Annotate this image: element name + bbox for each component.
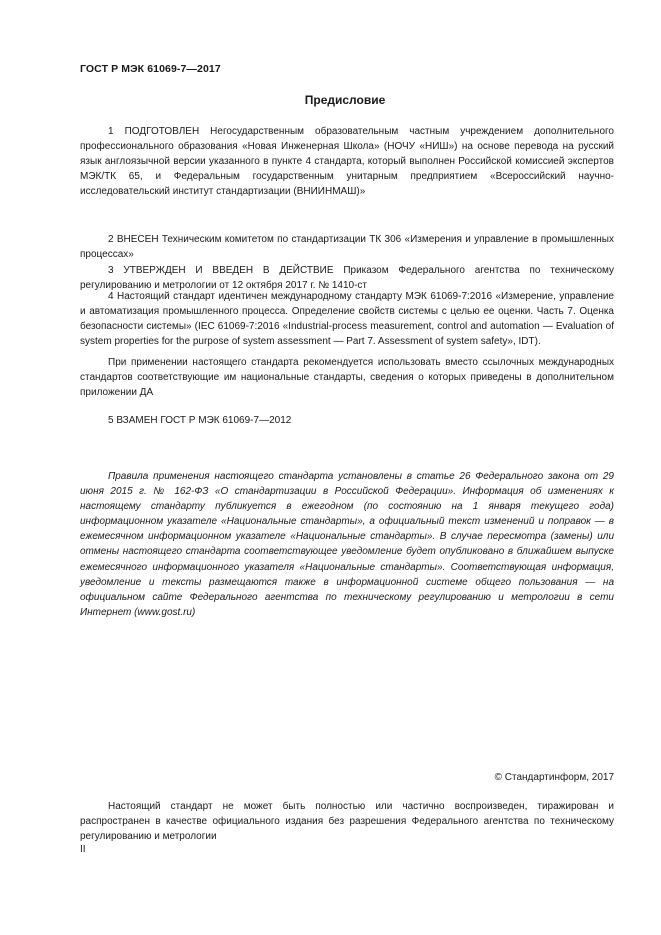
- copyright: © Стандартинформ, 2017: [494, 772, 614, 783]
- foreword-item-5: 5 ВЗАМЕН ГОСТ Р МЭК 61069-7—2012: [108, 415, 292, 426]
- rules-notice: Правила применения настоящего стандарта установлены в статье 26 Федерального закона от 29 июня 2015 г. № 162-ФЗ «О стандартизации в Российской Федерации». Информация об изменениях к настоящему стандарту публикуется в ежегодном (по состоянию на 1 января текущего года) информационном указателе «Национальные стандарты», а официальный текст изменений и поправок — в ежемесячном информационном указателе «Национальные стандарты». В случае пересмотра (замены) или отмены настоящего стандарта соответствующее уведомление будет опубликовано в ближайшем выпуске ежемесячного информационного указателя «Национальные стандарты». Соответствующая информация, уведомление и тексты размещаются также в информационной системе общего пользования — на официальном сайте Федерального агентства по техническому регулированию и метрологии в сети Интернет (www.gost.ru): [80, 471, 614, 618]
- foreword-item-4: 4 Настоящий стандарт идентичен международному стандарту МЭК 61069-7:2016 «Измерение, управление и автоматизация промышленного процесса. Определение свойств системы с целью ее оценки. Часть 7. Оценка безопасности системы» (IEC 61069-7:2016 «Industrial-process measurement, control and automation — Evaluation of system properties for the purpose of system assessment — Part 7. Assessment of system safety», IDT).: [80, 291, 614, 347]
- section-title: Предисловие: [304, 93, 386, 107]
- page-number: II: [80, 844, 86, 855]
- foreword-item-4-note: При применении настоящего стандарта рекомендуется использовать вместо ссылочных международных стандартов соответствующие им национальные стандарты, сведения о которых приведены в дополнительном приложении ДА: [80, 357, 614, 398]
- foreword-item-3: 3 УТВЕРЖДЕН И ВВЕДЕН В ДЕЙСТВИЕ Приказом Федерального агентства по техническому регулированию и метрологии от 12 октября 2017 г. № 1410-ст: [80, 265, 614, 291]
- document-header: ГОСТ Р МЭК 61069-7—2017: [80, 63, 221, 75]
- foreword-item-2: 2 ВНЕСЕН Техническим комитетом по стандартизации ТК 306 «Измерения и управление в промышленных процессах»: [80, 234, 614, 260]
- foreword-item-1: 1 ПОДГОТОВЛЕН Негосударственным образовательным частным учреждением дополнительного профессионального образования «Новая Инженерная Школа» (НОЧУ «НИШ») на основе перевода на русский язык англоязычной версии указанного в пункте 4 стандарта, который выполнен Российской комиссией экспертов МЭК/ТК 65, и Федеральным государственным унитарным предприятием «Всероссийский научно-исследовательский институт стандартизации (ВНИИНМАШ)»: [80, 126, 614, 197]
- reproduction-notice: Настоящий стандарт не может быть полностью или частично воспроизведен, тиражирован и распространен в качестве официального издания без разрешения Федерального агентства по техническому регулированию и метрологии: [80, 801, 614, 842]
